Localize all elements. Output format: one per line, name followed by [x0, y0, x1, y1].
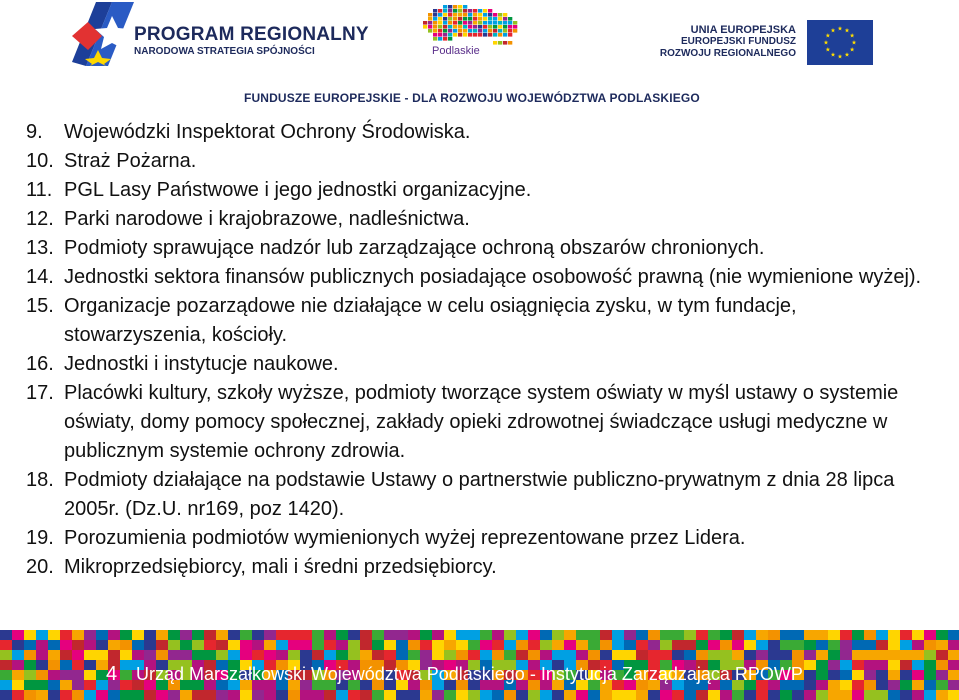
item-text: PGL Lasy Państwowe i jego jednostki organizacyjne.	[64, 179, 532, 201]
eu-text-block	[650, 24, 796, 60]
list-item	[26, 176, 936, 205]
item-number: 19.	[26, 527, 54, 549]
item-text: Straż Pożarna.	[64, 150, 197, 172]
item-text: Wojewódzki Inspektorat Ochrony Środowiska.	[64, 121, 471, 143]
eligible-entities-list	[26, 118, 936, 582]
item-text: Podmioty sprawujące nadzór lub zarządzające ochroną obszarów chronionych.	[64, 237, 765, 259]
item-text: Jednostki sektora finansów publicznych posiadające osobowość prawną (nie wymienione wyżej).	[64, 266, 922, 288]
eu-line-1: UNIA EUROPEJSKA	[690, 24, 796, 36]
funds-tagline: FUNDUSZE EUROPEJSKIE - DLA ROZWOJU WOJEWÓDZTWA PODLASKIEGO	[244, 91, 700, 105]
item-text: Organizacje pozarządowe nie działające w celu osiągnięcia zysku, w tym fundacje, stowarzyszenia, kościoły.	[64, 295, 797, 346]
list-item	[26, 263, 936, 292]
list-item	[26, 205, 936, 234]
list-item	[26, 350, 936, 379]
list-item	[26, 292, 936, 350]
item-number: 16.	[26, 353, 54, 375]
item-text: Placówki kultury, szkoły wyższe, podmioty tworzące system oświaty w myśl ustawy o systemie oświaty, domy pomocy społecznej, zakłady opieki zdrowotnej świadczące usługi medyczne w publicznym systemie ochrony zdrowia.	[64, 382, 899, 462]
item-text: Podmioty działające na podstawie Ustawy o partnerstwie publiczno-prywatnym z dnia 28 lipca 2005r. (Dz.U. nr169, poz 1420).	[64, 469, 895, 520]
item-number: 14.	[26, 266, 54, 288]
item-number: 15.	[26, 295, 54, 317]
item-number: 12.	[26, 208, 54, 230]
item-text: Parki narodowe i krajobrazowe, nadleśnictwa.	[64, 208, 470, 230]
list-item	[26, 118, 936, 147]
eu-line-2: EUROPEJSKI FUNDUSZ	[680, 36, 796, 47]
item-number: 10.	[26, 150, 54, 172]
program-subtitle: NARODOWA STRATEGIA SPÓJNOŚCI	[134, 46, 315, 57]
page-header	[0, 0, 959, 110]
list-item	[26, 147, 936, 176]
item-number: 20.	[26, 556, 54, 578]
eu-flag-icon	[807, 20, 873, 65]
item-text: Mikroprzedsiębiorcy, mali i średni przedsiębiorcy.	[64, 556, 497, 578]
item-number: 9.	[26, 121, 43, 143]
page-footer	[0, 630, 959, 700]
list-item	[26, 466, 936, 524]
footer-text: Urząd Marszałkowski Województwa Podlaskiego - Instytucja Zarządzająca RPOWP	[136, 664, 803, 684]
item-text: Jednostki i instytucje naukowe.	[64, 353, 339, 375]
item-number: 11.	[26, 179, 53, 201]
list-item	[26, 379, 936, 466]
list-item	[26, 524, 936, 553]
page-number: 4	[106, 663, 118, 685]
item-text: Porozumienia podmiotów wymienionych wyżej reprezentowane przez Lidera.	[64, 527, 746, 549]
program-regionalny-logo	[72, 2, 134, 66]
list-item	[26, 234, 936, 263]
item-number: 17.	[26, 382, 54, 404]
list-item	[26, 553, 936, 582]
item-number: 18.	[26, 469, 54, 491]
program-title: PROGRAM REGIONALNY	[134, 24, 369, 45]
eu-line-3: ROZWOJU REGIONALNEGO	[659, 48, 796, 59]
item-number: 13.	[26, 237, 54, 259]
region-label: Podlaskie	[432, 45, 480, 57]
